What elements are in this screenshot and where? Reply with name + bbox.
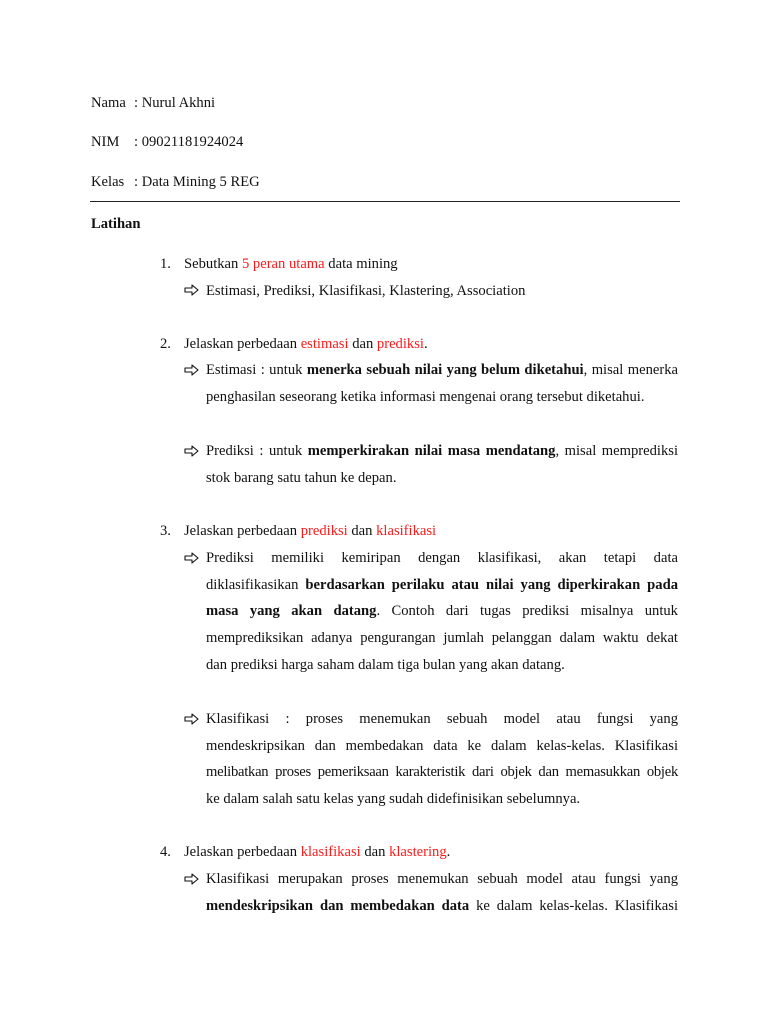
answer-1-text: Estimasi, Prediksi, Klasifikasi, Klastering, Association — [206, 283, 526, 299]
answer-3-prediksi-line-1: Prediksi memiliki kemiripan dengan klasifikasi, akan tetapi data — [206, 550, 678, 566]
question-4-text: Jelaskan perbedaan klasifikasi dan klastering. — [184, 844, 451, 860]
nim-label: NIM — [91, 134, 120, 150]
answer-3-klasifikasi-line-2: mendeskripsikan dan membedakan data ke dalam kelas-kelas. Klasifikasi — [206, 738, 678, 754]
arrow-bullet-icon — [184, 713, 200, 725]
arrow-bullet-icon — [184, 552, 200, 564]
arrow-bullet-icon — [184, 445, 200, 457]
question-2-text: Jelaskan perbedaan estimasi dan prediksi. — [184, 336, 428, 352]
answer-3-klasifikasi-line-3: melibatkan proses pemeriksaan karakteristik dari objek dan memasukkan objek — [206, 764, 678, 780]
nama-value: : Nurul Akhni — [134, 95, 216, 111]
kelas-label: Kelas — [91, 174, 125, 190]
question-2-number: 2. — [160, 336, 171, 352]
question-3-number: 3. — [160, 523, 171, 539]
answer-3-prediksi-line-4: memprediksikan adanya pengurangan jumlah pelanggan dalam waktu dekat — [206, 630, 678, 646]
answer-2-prediksi-line-2: stok barang satu tahun ke depan. — [206, 470, 397, 486]
arrow-bullet-icon — [184, 873, 200, 885]
question-3-text: Jelaskan perbedaan prediksi dan klasifikasi — [184, 523, 437, 539]
answer-2-prediksi-line-1: Prediksi : untuk memperkirakan nilai masa mendatang, misal memprediksi — [206, 443, 678, 459]
answer-3-prediksi-line-5: dan prediksi harga saham dalam tiga bulan yang akan datang. — [206, 657, 565, 673]
arrow-bullet-icon — [184, 364, 200, 376]
answer-3-prediksi-line-3: masa yang akan datang. Contoh dari tugas prediksi misalnya untuk — [206, 603, 678, 619]
answer-4-klasifikasi-line-1: Klasifikasi merupakan proses menemukan sebuah model atau fungsi yang — [206, 871, 678, 887]
nim-value: : 09021181924024 — [134, 134, 244, 150]
section-title: Latihan — [91, 216, 141, 232]
answer-4-klasifikasi-line-2: mendeskripsikan dan membedakan data ke dalam kelas-kelas. Klasifikasi — [206, 898, 678, 914]
answer-3-klasifikasi-line-1: Klasifikasi : proses menemukan sebuah model atau fungsi yang — [206, 711, 678, 727]
answer-3-prediksi-line-2: diklasifikasikan berdasarkan perilaku atau nilai yang diperkirakan pada — [206, 577, 679, 593]
question-4-number: 4. — [160, 844, 171, 860]
answer-2-estimasi-line-1: Estimasi : untuk menerka sebuah nilai yang belum diketahui, misal menerka — [206, 362, 678, 378]
answer-2-estimasi-line-2: penghasilan seseorang ketika informasi mengenai orang tersebut diketahui. — [206, 389, 645, 405]
kelas-value: : Data Mining 5 REG — [134, 174, 260, 190]
question-1-number: 1. — [160, 256, 171, 272]
divider-line — [90, 201, 680, 202]
nama-label: Nama — [91, 95, 126, 111]
question-1-text: Sebutkan 5 peran utama data mining — [184, 256, 398, 272]
arrow-bullet-icon — [184, 284, 200, 296]
answer-3-klasifikasi-line-4: ke dalam salah satu kelas yang sudah didefinisikan sebelumnya. — [206, 791, 581, 807]
